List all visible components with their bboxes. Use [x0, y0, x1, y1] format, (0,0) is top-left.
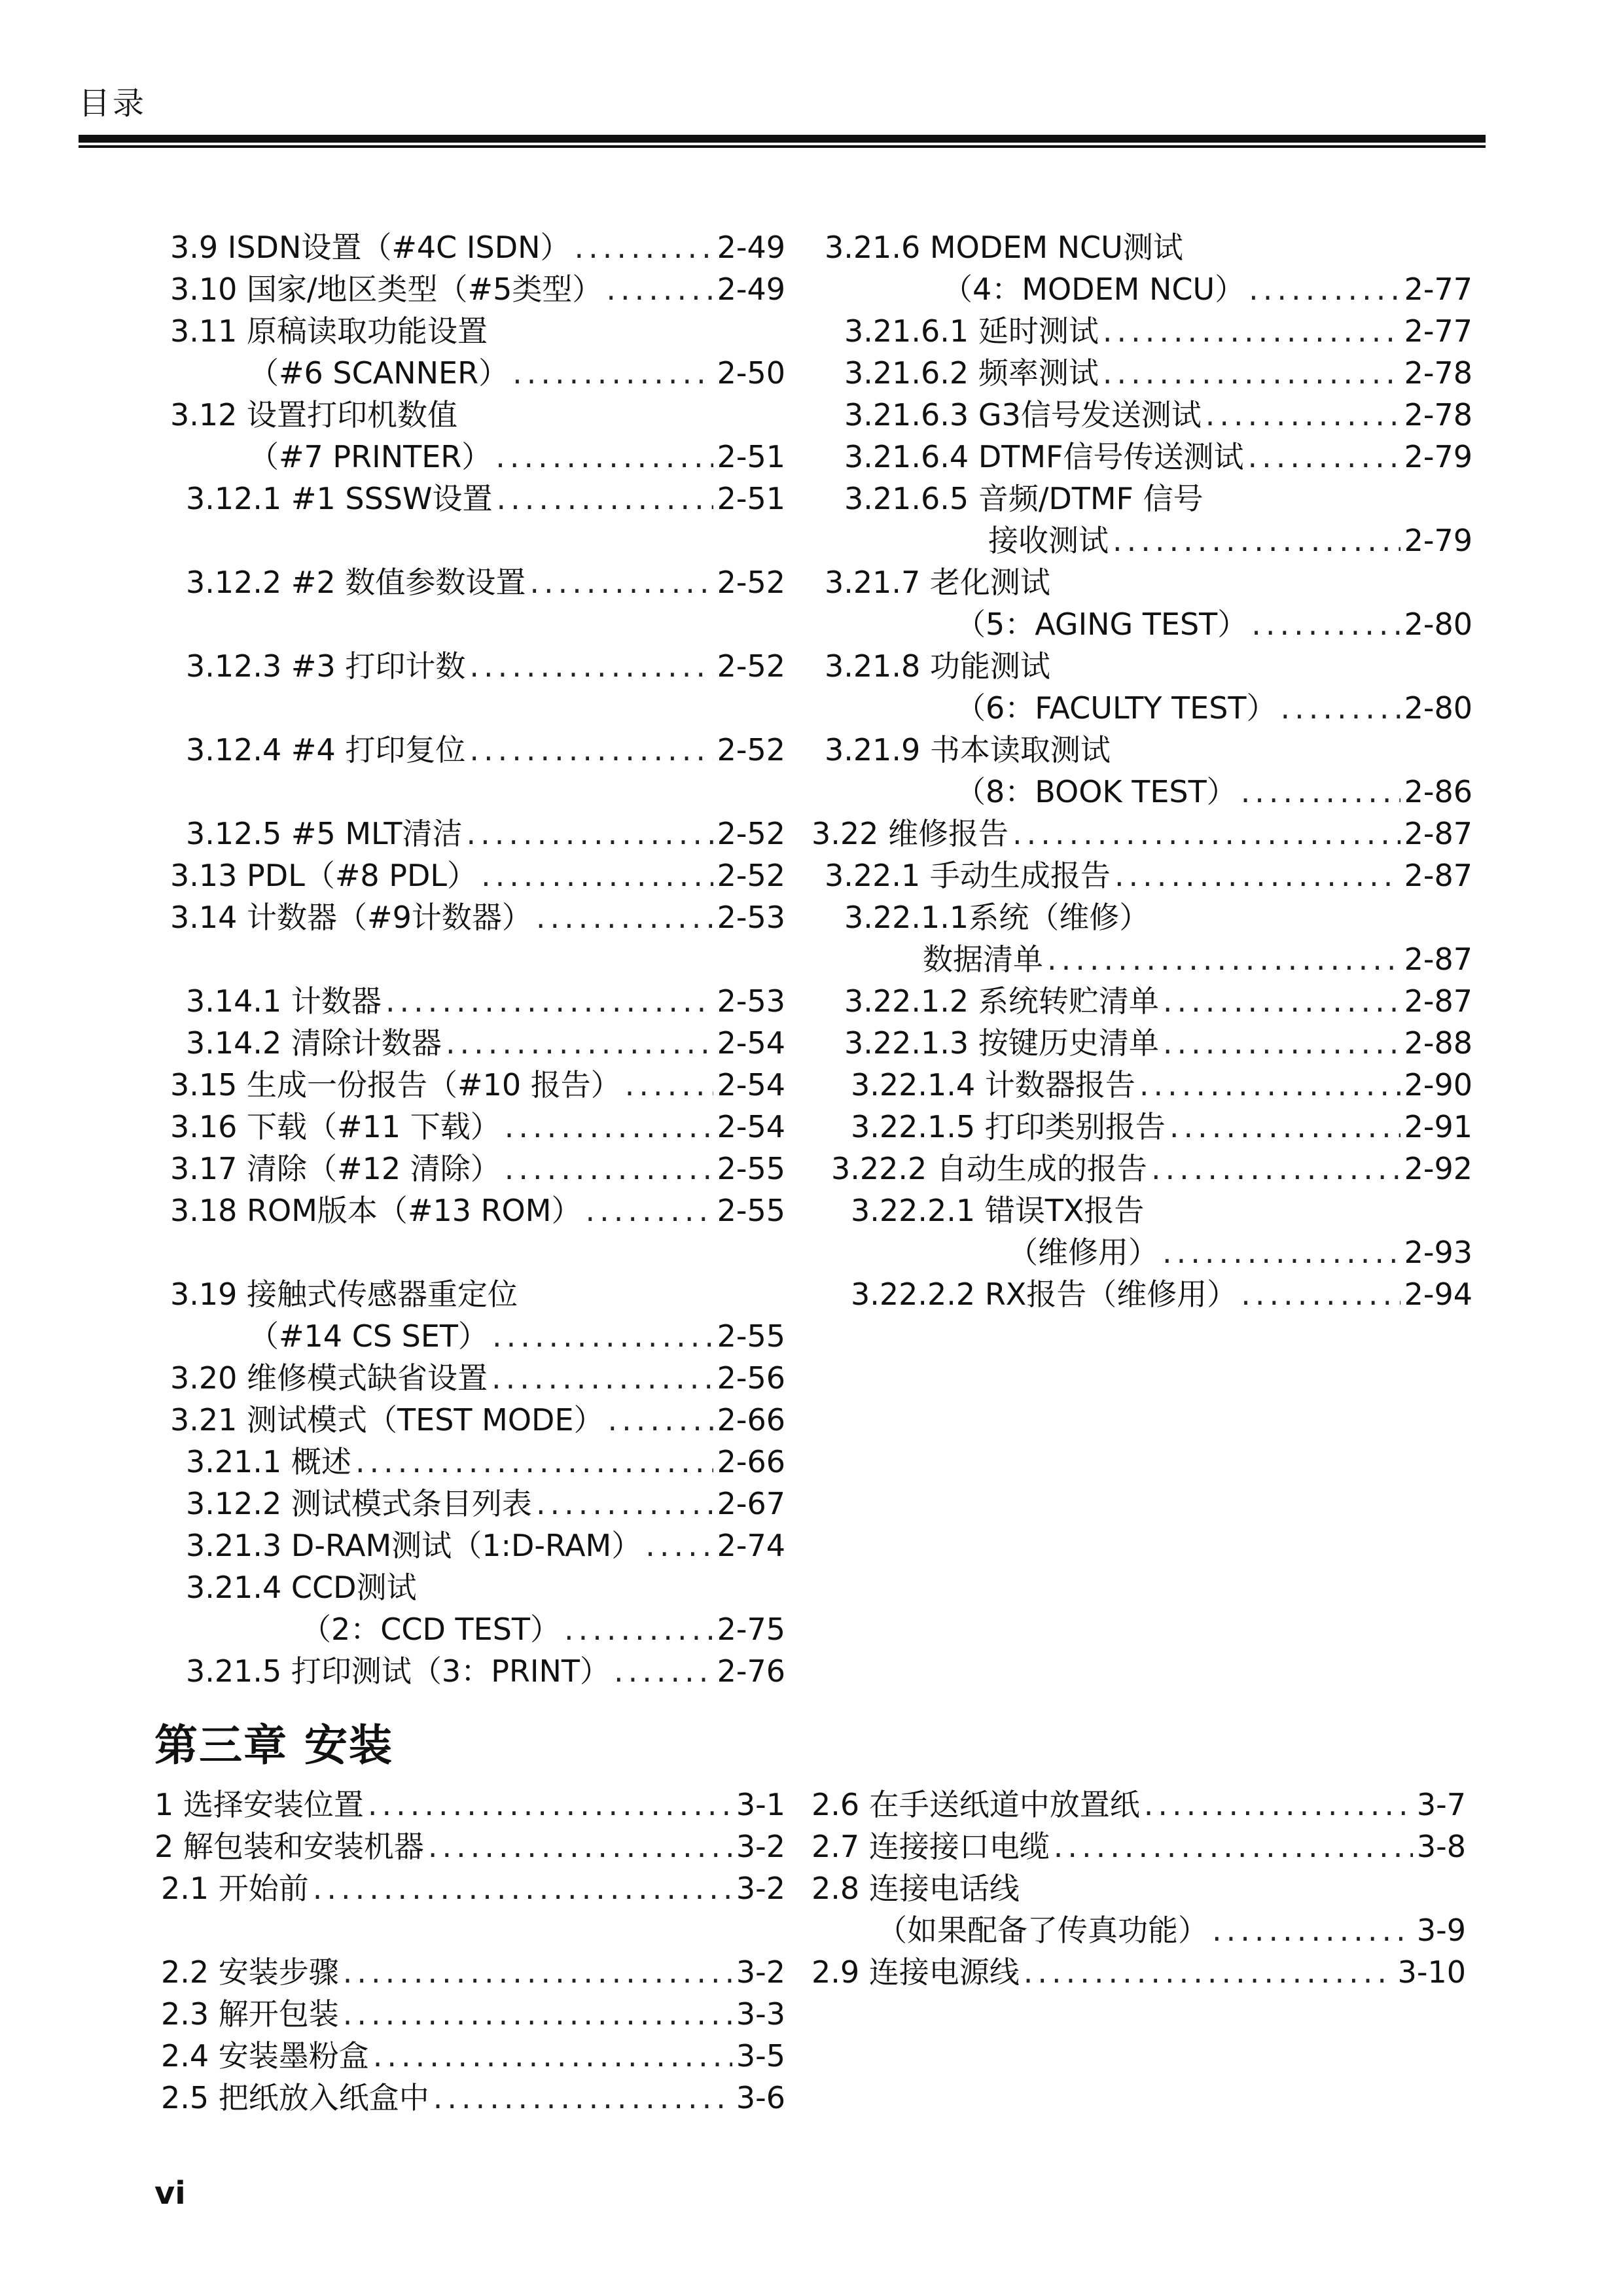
toc-entry-page: 2-54 [717, 1025, 785, 1061]
toc-entry-page: 2-87 [1404, 858, 1472, 893]
dot-leader [1241, 1273, 1400, 1315]
dot-leader [469, 729, 713, 771]
toc-entry[interactable] [170, 645, 785, 687]
toc-entry-label: 3.22.2 自动生成的报告 [831, 1151, 1147, 1186]
dot-leader [1162, 1231, 1400, 1273]
toc-entry-label: 2 解包装和安装机器 [154, 1829, 424, 1864]
toc-entry-label: 3.10 国家/地区类型（#5类型） [170, 272, 603, 307]
toc-entry-label: 3.21.4 CCD测试 [186, 1570, 417, 1605]
toc-entry-label: （8：BOOK TEST） [955, 774, 1237, 809]
dot-leader [343, 1951, 732, 1993]
toc-entry-page: 2-50 [717, 355, 785, 391]
toc-entry[interactable] [170, 1357, 785, 1399]
toc-entry[interactable] [154, 1993, 785, 2035]
chapter3-column-right [812, 1784, 1466, 1993]
toc-entry-page: 2-67 [717, 1486, 785, 1521]
dot-leader [1144, 1784, 1413, 1826]
toc-entry[interactable] [812, 645, 1472, 687]
toc-entry-page: 2-76 [717, 1653, 785, 1689]
toc-column-left [170, 226, 785, 1692]
toc-entry[interactable] [154, 2077, 785, 2119]
toc-entry-label: 3.21.6.3 G3信号发送测试 [844, 397, 1202, 433]
toc-column-right [812, 226, 1472, 1315]
header-rule [79, 135, 1486, 143]
toc-entry-page: 2-52 [717, 565, 785, 600]
toc-entry-label: 3.21.6 MODEM NCU测试 [825, 230, 1183, 265]
toc-entry-page: 2-49 [717, 230, 785, 265]
toc-entry-label: 3.22.1.2 系统转贮清单 [844, 983, 1159, 1019]
toc-entry[interactable] [812, 896, 1472, 938]
toc-entry-label: 2.4 安装墨粉盒 [161, 2038, 369, 2074]
toc-entry[interactable] [170, 1566, 785, 1608]
dot-leader [614, 1650, 713, 1692]
toc-entry[interactable] [170, 1106, 785, 1148]
toc-entry-page: 2-77 [1404, 272, 1472, 307]
toc-entry-label: 3.14 计数器（#9计数器） [170, 900, 532, 935]
toc-entry[interactable] [812, 478, 1472, 520]
toc-entry-page: 2-53 [717, 983, 785, 1019]
dot-leader [575, 226, 713, 268]
toc-entry-label: 接收测试 [988, 523, 1109, 558]
dot-leader [446, 1022, 713, 1064]
dot-leader [1024, 1951, 1394, 1993]
toc-entry-page: 2-55 [717, 1193, 785, 1228]
toc-entry-label: 3.22.2.1 错误TX报告 [851, 1193, 1145, 1228]
toc-entry-label: 3.12.2 测试模式条目列表 [186, 1486, 532, 1521]
toc-entry[interactable] [812, 1951, 1466, 1993]
toc-entry[interactable] [170, 226, 785, 268]
toc-entry-label: 2.3 解开包装 [161, 1996, 339, 2032]
dot-leader [373, 2035, 732, 2077]
toc-entry-page: 2-87 [1404, 942, 1472, 977]
toc-entry-label: 3.12.5 #5 MLT清洁 [186, 816, 463, 851]
dot-leader [606, 268, 713, 310]
toc-entry[interactable] [170, 1190, 785, 1231]
toc-entry-page: 2-78 [1404, 355, 1472, 391]
toc-entry-page: 2-54 [717, 1067, 785, 1103]
toc-entry[interactable] [170, 561, 785, 603]
toc-entry-label: 2.5 把纸放入纸盒中 [161, 2080, 429, 2115]
toc-entry-page: 2-52 [717, 732, 785, 768]
toc-entry[interactable] [812, 1106, 1472, 1148]
dot-leader [466, 813, 713, 855]
toc-entry-label: 3.21.5 打印测试（3：PRINT） [186, 1653, 610, 1689]
toc-entry[interactable] [812, 1148, 1472, 1190]
dot-leader [1169, 1106, 1400, 1148]
toc-entry-page: 2-93 [1404, 1235, 1472, 1270]
toc-entry-page: 2-54 [717, 1109, 785, 1144]
toc-spacer [170, 938, 785, 980]
dot-leader [355, 1441, 713, 1483]
toc-entry[interactable] [170, 394, 785, 436]
toc-entry-page: 2-51 [717, 439, 785, 474]
toc-entry[interactable] [812, 855, 1472, 896]
dot-leader [1047, 938, 1400, 980]
dot-leader [1113, 520, 1400, 561]
toc-entry-label: 3.21.7 老化测试 [825, 565, 1050, 600]
dot-leader [1054, 1826, 1413, 1867]
toc-entry[interactable] [170, 980, 785, 1022]
toc-entry-label: 3.22.1 手动生成报告 [825, 858, 1111, 893]
toc-entry-label: （2：CCD TEST） [301, 1612, 561, 1647]
toc-entry[interactable] [154, 1784, 785, 1826]
toc-entry-label: 3.9 ISDN设置（#4C ISDN） [170, 230, 571, 265]
toc-entry-label: 3.21.3 D-RAM测试（1:D-RAM） [186, 1528, 642, 1563]
toc-entry-page: 3-5 [736, 2038, 785, 2074]
toc-entry-label: 3.16 下载（#11 下载） [170, 1109, 501, 1144]
dot-leader [1012, 813, 1400, 855]
toc-entry-label: 3.12.4 #4 打印复位 [186, 732, 466, 768]
dot-leader [1248, 436, 1400, 478]
toc-entry[interactable] [170, 1650, 785, 1692]
toc-entry-label: 3.22.1.1系统（维修） [844, 900, 1150, 935]
toc-entry[interactable] [812, 1190, 1472, 1231]
dot-leader [1103, 310, 1400, 352]
toc-spacer [154, 1909, 785, 1951]
dot-leader [481, 855, 713, 896]
dot-leader [491, 1357, 713, 1399]
toc-entry[interactable] [154, 2035, 785, 2077]
toc-entry-page: 2-92 [1404, 1151, 1472, 1186]
toc-entry[interactable] [170, 268, 785, 310]
toc-entry-page: 2-75 [717, 1612, 785, 1647]
toc-entry-label: 3.21.6.2 频率测试 [844, 355, 1099, 391]
dot-leader [469, 645, 713, 687]
toc-entry-label: （4：MODEM NCU） [942, 272, 1245, 307]
toc-entry-page: 2-55 [717, 1318, 785, 1354]
toc-entry[interactable] [170, 1148, 785, 1190]
toc-entry[interactable] [170, 1483, 785, 1525]
toc-entry-label: 3.22.2.2 RX报告（维修用） [851, 1277, 1238, 1312]
toc-entry[interactable] [812, 268, 1472, 310]
toc-entry-label: （6：FACULTY TEST） [955, 690, 1277, 726]
dot-leader [1249, 268, 1400, 310]
toc-spacer [170, 603, 785, 645]
dot-leader [1163, 980, 1400, 1022]
toc-entry-page: 2-79 [1404, 439, 1472, 474]
toc-entry[interactable] [812, 771, 1472, 813]
toc-entry-page: 2-52 [717, 858, 785, 893]
toc-entry-label: 3.12.3 #3 打印计数 [186, 648, 466, 684]
toc-spacer [170, 771, 785, 813]
dot-leader [585, 1190, 713, 1231]
toc-entry-page: 2-79 [1404, 523, 1472, 558]
toc-entry[interactable] [170, 729, 785, 771]
toc-entry[interactable] [812, 938, 1472, 980]
toc-entry-label: 1 选择安装位置 [154, 1787, 364, 1822]
header-rule-thin [79, 145, 1486, 148]
toc-entry-page: 2-51 [717, 481, 785, 516]
dot-leader [1281, 687, 1400, 729]
toc-entry[interactable] [812, 226, 1472, 268]
toc-entry-page: 2-53 [717, 900, 785, 935]
toc-entry[interactable] [812, 813, 1472, 855]
dot-leader [505, 1148, 713, 1190]
toc-entry-label: 3.21.8 功能测试 [825, 648, 1050, 684]
toc-entry[interactable] [812, 352, 1472, 394]
dot-leader [1151, 1148, 1400, 1190]
toc-entry-label: 3.22.1.5 打印类别报告 [851, 1109, 1166, 1144]
toc-entry[interactable] [154, 1826, 785, 1867]
toc-entry-page: 2-90 [1404, 1067, 1472, 1103]
toc-entry-page: 2-52 [717, 816, 785, 851]
toc-entry-page: 3-10 [1397, 1954, 1466, 1990]
dot-leader [1115, 855, 1400, 896]
toc-entry-label: 3.12 设置打印机数值 [170, 397, 458, 433]
toc-entry-page: 2-91 [1404, 1109, 1472, 1144]
toc-entry-label: 2.7 连接接口电缆 [812, 1829, 1050, 1864]
toc-entry-page: 2-66 [717, 1402, 785, 1438]
toc-entry-page: 2-80 [1404, 690, 1472, 726]
toc-entry[interactable] [812, 1826, 1466, 1867]
dot-leader [385, 980, 713, 1022]
toc-entry-label: 2.8 连接电话线 [812, 1871, 1020, 1906]
dot-leader [529, 561, 713, 603]
dot-leader [313, 1867, 732, 1909]
toc-entry-page: 2-49 [717, 272, 785, 307]
dot-leader [343, 1993, 732, 2035]
toc-entry[interactable] [170, 1022, 785, 1064]
toc-entry-page: 3-6 [736, 2080, 785, 2115]
toc-entry-label: 3.13 PDL（#8 PDL） [170, 858, 478, 893]
toc-entry-label: 3.21.1 概述 [186, 1444, 351, 1479]
toc-entry-page: 2-56 [717, 1360, 785, 1396]
dot-leader [1241, 771, 1400, 813]
toc-entry-label: 3.17 清除（#12 清除） [170, 1151, 501, 1186]
toc-entry-page: 3-2 [736, 1829, 785, 1864]
toc-entry[interactable] [812, 1022, 1472, 1064]
toc-entry[interactable] [170, 813, 785, 855]
toc-entry[interactable] [154, 1867, 785, 1909]
dot-leader [1251, 603, 1400, 645]
toc-entry[interactable] [170, 1525, 785, 1566]
dot-leader [368, 1784, 732, 1826]
toc-entry-page: 3-9 [1416, 1913, 1466, 1948]
toc-entry-page: 2-88 [1404, 1025, 1472, 1061]
toc-entry-label: 数据清单 [923, 942, 1043, 977]
dot-leader [505, 1106, 713, 1148]
toc-entry[interactable] [170, 855, 785, 896]
toc-entry-label: （#7 PRINTER） [249, 439, 492, 474]
toc-entry[interactable] [170, 1273, 785, 1315]
toc-entry-label: 3.11 原稿读取功能设置 [170, 313, 488, 349]
toc-entry-label: 3.21.9 书本读取测试 [825, 732, 1111, 768]
dot-leader [645, 1525, 713, 1566]
toc-entry[interactable] [812, 1231, 1472, 1273]
toc-entry-label: 3.21.6.4 DTMF信号传送测试 [844, 439, 1244, 474]
toc-entry[interactable] [812, 520, 1472, 561]
toc-entry[interactable] [170, 478, 785, 520]
toc-entry-label: （#14 CS SET） [249, 1318, 489, 1354]
toc-entry[interactable] [812, 729, 1472, 771]
toc-entry[interactable] [812, 687, 1472, 729]
toc-spacer [170, 520, 785, 561]
toc-entry[interactable] [812, 561, 1472, 603]
toc-entry-label: 3.14.2 清除计数器 [186, 1025, 442, 1061]
toc-spacer [170, 687, 785, 729]
dot-leader [1163, 1022, 1400, 1064]
toc-entry[interactable] [812, 1909, 1466, 1951]
running-header-title: 目录 [79, 85, 147, 122]
chapter-title: 第三章 安装 [154, 1720, 393, 1771]
toc-entry-label: （5：AGING TEST） [955, 607, 1248, 642]
dot-leader [1212, 1909, 1413, 1951]
toc-entry-page: 2-80 [1404, 607, 1472, 642]
toc-entry-page: 2-94 [1404, 1277, 1472, 1312]
toc-entry-page: 3-7 [1416, 1787, 1466, 1822]
toc-entry-label: （如果配备了传真功能） [877, 1913, 1208, 1948]
toc-entry-label: 3.12.2 #2 数值参数设置 [186, 565, 526, 600]
toc-entry-page: 3-1 [736, 1787, 785, 1822]
toc-entry[interactable] [154, 1951, 785, 1993]
toc-entry-page: 2-87 [1404, 983, 1472, 1019]
page-number: vi [154, 2175, 186, 2212]
dot-leader [536, 896, 713, 938]
dot-leader [428, 1826, 732, 1867]
toc-entry-page: 2-77 [1404, 313, 1472, 349]
toc-spacer [170, 1231, 785, 1273]
toc-entry[interactable] [812, 603, 1472, 645]
dot-leader [496, 478, 713, 520]
toc-entry-page: 2-66 [717, 1444, 785, 1479]
toc-entry-label: 2.1 开始前 [161, 1871, 309, 1906]
toc-entry[interactable] [812, 1867, 1466, 1909]
toc-entry[interactable] [812, 436, 1472, 478]
dot-leader [492, 1315, 713, 1357]
toc-entry-label: 3.21 测试模式（TEST MODE） [170, 1402, 604, 1438]
toc-entry[interactable] [170, 310, 785, 352]
toc-entry-label: 3.15 生成一份报告（#10 报告） [170, 1067, 621, 1103]
toc-entry-label: 3.22.1.4 计数器报告 [851, 1067, 1135, 1103]
toc-entry[interactable] [170, 436, 785, 478]
toc-entry-label: 3.22.1.3 按键历史清单 [844, 1025, 1159, 1061]
toc-entry-page: 2-86 [1404, 774, 1472, 809]
toc-entry[interactable] [170, 1399, 785, 1441]
toc-entry[interactable] [812, 1784, 1466, 1826]
dot-leader [625, 1064, 713, 1106]
dot-leader [564, 1608, 713, 1650]
dot-leader [608, 1399, 713, 1441]
toc-entry[interactable] [812, 1273, 1472, 1315]
toc-entry-label: 2.9 连接电源线 [812, 1954, 1020, 1990]
toc-entry-label: 3.14.1 计数器 [186, 983, 382, 1019]
dot-leader [433, 2077, 732, 2119]
toc-entry[interactable] [170, 352, 785, 394]
toc-entry-label: 2.2 安装步骤 [161, 1954, 339, 1990]
toc-entry[interactable] [812, 980, 1472, 1022]
toc-entry-label: 3.18 ROM版本（#13 ROM） [170, 1193, 582, 1228]
dot-leader [1103, 352, 1400, 394]
toc-entry[interactable] [812, 394, 1472, 436]
dot-leader [1139, 1064, 1400, 1106]
dot-leader [1205, 394, 1400, 436]
toc-entry[interactable] [170, 1608, 785, 1650]
toc-entry-label: （维修用） [1008, 1235, 1158, 1270]
toc-entry-label: 3.21.6.1 延时测试 [844, 313, 1099, 349]
toc-entry-page: 3-2 [736, 1954, 785, 1990]
toc-entry-label: 3.20 维修模式缺省设置 [170, 1360, 488, 1396]
toc-entry[interactable] [170, 896, 785, 938]
toc-entry-label: 3.22 维修报告 [812, 816, 1009, 851]
toc-entry-page: 3-3 [736, 1996, 785, 2032]
dot-leader [536, 1483, 713, 1525]
toc-entry-label: 2.6 在手送纸道中放置纸 [812, 1787, 1140, 1822]
toc-entry[interactable] [812, 310, 1472, 352]
toc-entry-page: 3-2 [736, 1871, 785, 1906]
dot-leader [512, 352, 713, 394]
toc-entry-page: 3-8 [1416, 1829, 1466, 1864]
toc-entry-page: 2-78 [1404, 397, 1472, 433]
toc-entry-label: （#6 SCANNER） [249, 355, 509, 391]
toc-entry[interactable] [812, 1064, 1472, 1106]
toc-entry-page: 2-74 [717, 1528, 785, 1563]
toc-entry-page: 2-52 [717, 648, 785, 684]
toc-entry[interactable] [170, 1315, 785, 1357]
toc-entry[interactable] [170, 1064, 785, 1106]
toc-entry-page: 2-87 [1404, 816, 1472, 851]
toc-entry-label: 3.12.1 #1 SSSW设置 [186, 481, 493, 516]
dot-leader [495, 436, 713, 478]
toc-entry-label: 3.21.6.5 音频/DTMF 信号 [844, 481, 1204, 516]
toc-entry-page: 2-55 [717, 1151, 785, 1186]
chapter3-column-left [154, 1784, 785, 2119]
toc-entry[interactable] [170, 1441, 785, 1483]
toc-entry-label: 3.19 接触式传感器重定位 [170, 1277, 518, 1312]
